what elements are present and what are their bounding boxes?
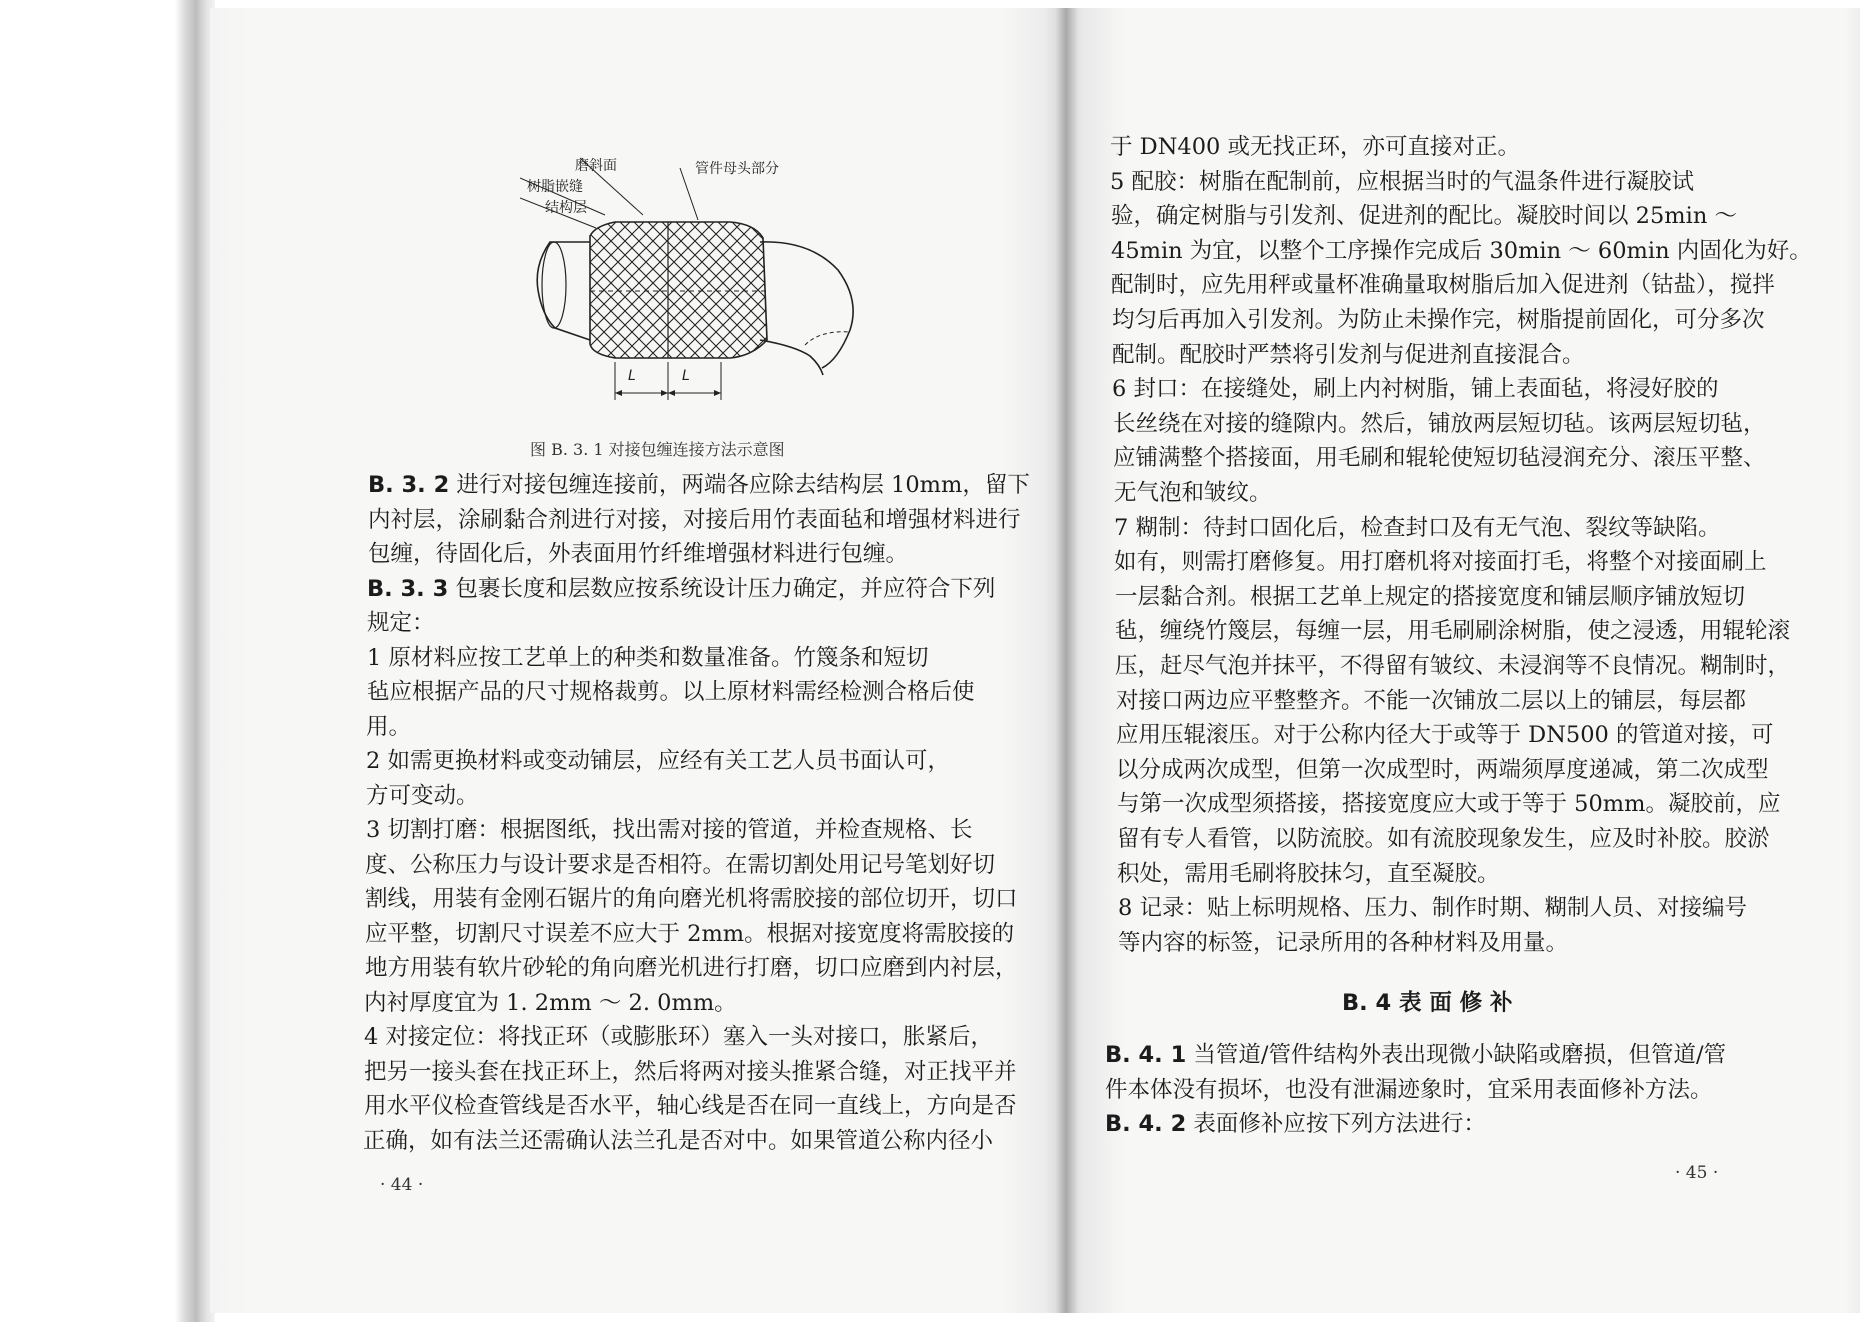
- text-line: [1111, 201, 1737, 231]
- text-line: [1118, 928, 1568, 958]
- text-line: [367, 677, 975, 707]
- text-line: [363, 1126, 993, 1156]
- clause-number: B. 4. 2: [1105, 1111, 1187, 1137]
- text-line: [364, 988, 737, 1018]
- line-text: 5 配胶：树脂在配制前，应根据当时的气温条件进行凝胶试: [1110, 168, 1694, 195]
- line-text: 配制。配胶时严禁将引发剂与促进剂直接混合。: [1112, 341, 1585, 368]
- text-line: [366, 781, 479, 811]
- clause-number: B. 3. 3: [367, 575, 449, 602]
- line-text: 进行对接包缠连接前，两端各应除去结构层 10mm，留下: [449, 472, 1030, 498]
- line-text: 应平整，切割尺寸误差不应大于 2mm。根据对接宽度将需胶接的: [365, 920, 1015, 947]
- line-text: 表面修补应按下列方法进行：: [1186, 1111, 1486, 1137]
- line-text: 一层黏合剂。根据工艺单上规定的搭接宽度和铺层顺序铺放短切: [1115, 583, 1746, 610]
- text-line: [367, 608, 435, 638]
- page-number-right: · 45 ·: [1675, 1163, 1719, 1183]
- line-text: 正确，如有法兰还需确认法兰孔是否对中。如果管道公称内径小: [363, 1127, 994, 1154]
- section-heading: B. 4 表 面 修 补: [1342, 990, 1513, 1016]
- text-line: [1118, 893, 1747, 923]
- text-line: [1112, 374, 1718, 404]
- line-text: 6 封口：在接缝处，刷上内衬树脂，铺上表面毡，将浸好胶的: [1112, 376, 1719, 403]
- dimension-label-1: L: [628, 368, 636, 384]
- line-text: 1 原材料应按工艺单上的种类和数量准备。竹篾条和短切: [367, 644, 929, 671]
- text-line: [1105, 1075, 1713, 1105]
- line-text: 于 DN400 或无找正环，亦可直接对正。: [1110, 134, 1520, 160]
- line-text: 等内容的标签，记录所用的各种材料及用量。: [1118, 929, 1569, 956]
- text-line: [1115, 582, 1745, 612]
- line-text: 留有专人看管，以防流胶。如有流胶现象发生，应及时补胶。胶淤: [1117, 826, 1770, 852]
- clause-number: B. 4. 1: [1105, 1042, 1187, 1068]
- text-line: [1115, 651, 1790, 681]
- line-text: 2 如需更换材料或变动铺层，应经有关工艺人员书面认可，: [366, 748, 950, 774]
- line-text: 以分成两次成型，但第一次成型时，两端须厚度递减，第二次成型: [1116, 756, 1769, 783]
- line-text: 件本体没有损坏，也没有泄漏迹象时，宜采用表面修补方法。: [1105, 1076, 1713, 1103]
- line-text: 7 糊制：待封口固化后，检查封口及有无气泡、裂纹等缺陷。: [1114, 514, 1721, 541]
- text-line: [1117, 859, 1500, 889]
- text-line: [1113, 409, 1766, 439]
- text-line: [1116, 686, 1746, 716]
- text-line: [366, 746, 950, 776]
- line-text: 规定：: [367, 610, 435, 636]
- line-text: 8 记录：贴上标明规格、压力、制作时期、糊制人员、对接编号: [1118, 895, 1747, 922]
- text-line: [368, 539, 908, 569]
- line-text: 应铺满整个搭接面，用毛刷和辊轮使短切毡浸润充分、滚压平整、: [1113, 445, 1766, 472]
- label-structure-layer: 结构层: [545, 200, 587, 216]
- text-line: [1112, 305, 1765, 335]
- text-line: [1112, 340, 1585, 370]
- text-line: [1105, 1040, 1726, 1070]
- line-text: 均匀后再加入引发剂。为防止未操作完，树脂提前固化，可分多次: [1112, 307, 1765, 333]
- line-text: 用。: [366, 713, 412, 740]
- text-line: [1110, 132, 1520, 162]
- line-text: 应用压辊滚压。对于公称内径大于或等于 DN500 的管道对接，可: [1116, 722, 1774, 749]
- text-line: [1113, 443, 1766, 473]
- line-text: 包缠，待固化后，外表面用竹纤维增强材料进行包缠。: [368, 541, 909, 567]
- line-text: 当管道/管件结构外表出现微小缺陷或磨损，但管道/管: [1186, 1042, 1727, 1068]
- line-text: 毡，缠绕竹篾层，每缠一层，用毛刷刷涂树脂，使之浸透，用辊轮滚: [1115, 618, 1791, 645]
- text-line: [1115, 616, 1790, 646]
- line-text: 包裹长度和层数应按系统设计压力确定，并应符合下列: [448, 575, 996, 602]
- text-line: [365, 850, 995, 880]
- line-text: 把另一接头套在找正环上，然后将两对接头推紧合缝，对正找平并: [364, 1058, 1017, 1085]
- text-line: [368, 505, 1021, 535]
- line-text: 对接口两边应平整整齐。不能一次铺放二层以上的铺层，每层都: [1116, 687, 1747, 714]
- text-line: [1117, 824, 1770, 854]
- text-line: [1116, 720, 1773, 750]
- line-text: 验，确定树脂与引发剂、促进剂的配比。凝胶时间以 25min ～: [1111, 203, 1737, 230]
- text-line: [366, 815, 972, 845]
- line-text: 3 切割打磨：根据图纸，找出需对接的管道，并检查规格、长: [366, 817, 973, 843]
- text-line: [364, 1091, 1017, 1121]
- line-text: 内衬厚度宜为 1. 2mm ～ 2. 0mm。: [364, 989, 737, 1016]
- clause-number: B. 3. 2: [368, 472, 450, 498]
- line-text: 用水平仪检查管线是否水平，轴心线是否在同一直线上，方向是否: [364, 1093, 1017, 1119]
- text-line: [1111, 270, 1775, 300]
- text-line: [365, 919, 1014, 949]
- line-text: 度、公称压力与设计要求是否相符。在需切割处用记号笔划好切: [365, 851, 996, 878]
- text-line: [364, 1057, 1017, 1087]
- line-text: 配制时，应先用秤或量杯准确量取树脂后加入促进剂（钴盐），搅拌: [1111, 272, 1775, 299]
- text-line: [367, 643, 928, 673]
- text-line: [366, 712, 411, 742]
- line-text: 积处，需用毛刷将胶抹匀，直至凝胶。: [1117, 860, 1500, 887]
- line-text: 如有，则需打磨修复。用打磨机将对接面打毛，将整个对接面刷上: [1114, 549, 1767, 576]
- line-text: 割线，用装有金刚石锯片的角向磨光机将需胶接的部位切开，切口: [365, 886, 1018, 912]
- text-line: [365, 953, 1018, 983]
- dimension-label-2: L: [682, 368, 690, 384]
- text-line: [1114, 513, 1720, 543]
- line-text: 地方用装有软片砂轮的角向磨光机进行打磨，切口应磨到内衬层，: [365, 955, 1018, 981]
- text-line: [364, 1022, 993, 1052]
- text-line: [1117, 789, 1780, 819]
- line-text: 压，赶尽气泡并抹平，不得留有皱纹、未浸润等不良情况。糊制时，: [1115, 653, 1791, 679]
- line-text: 与第一次成型须搭接，搭接宽度应大或于等于 50mm。凝胶前，应: [1117, 791, 1781, 818]
- text-line: [367, 574, 995, 604]
- figure-caption: 图 B. 3. 1 对接包缠连接方法示意图: [530, 440, 785, 459]
- text-line: [1116, 755, 1769, 785]
- label-resin-seam: 树脂嵌缝: [527, 179, 583, 195]
- text-line: [365, 884, 1018, 914]
- text-line: [1110, 167, 1694, 197]
- line-text: 长丝绕在对接的缝隙内。然后，铺放两层短切毡。该两层短切毡，: [1113, 410, 1766, 437]
- line-text: 方可变动。: [366, 782, 479, 809]
- text-line: [1111, 236, 1812, 266]
- line-text: 内衬层，涂刷黏合剂进行对接，对接后用竹表面毡和增强材料进行: [368, 506, 1021, 533]
- text-line: [368, 470, 1030, 500]
- line-text: 毡应根据产品的尺寸规格裁剪。以上原材料需经检测合格后使: [367, 679, 975, 705]
- label-bevel: 磨斜面: [575, 158, 617, 174]
- text-line: [1114, 478, 1272, 508]
- line-text: 45min 为宜，以整个工序操作完成后 30min ～ 60min 内固化为好。: [1111, 237, 1812, 264]
- page-stack-edge: [0, 0, 215, 1322]
- text-line: [1114, 547, 1767, 577]
- book-gutter: [1055, 8, 1077, 1313]
- line-text: 4 对接定位：将找正环（或膨胀环）塞入一头对接口，胀紧后，: [364, 1024, 993, 1050]
- page-number-left: · 44 ·: [380, 1175, 424, 1195]
- line-text: 无气泡和皱纹。: [1114, 480, 1272, 506]
- label-fitting-socket: 管件母头部分: [695, 161, 779, 177]
- text-line: [1105, 1109, 1486, 1139]
